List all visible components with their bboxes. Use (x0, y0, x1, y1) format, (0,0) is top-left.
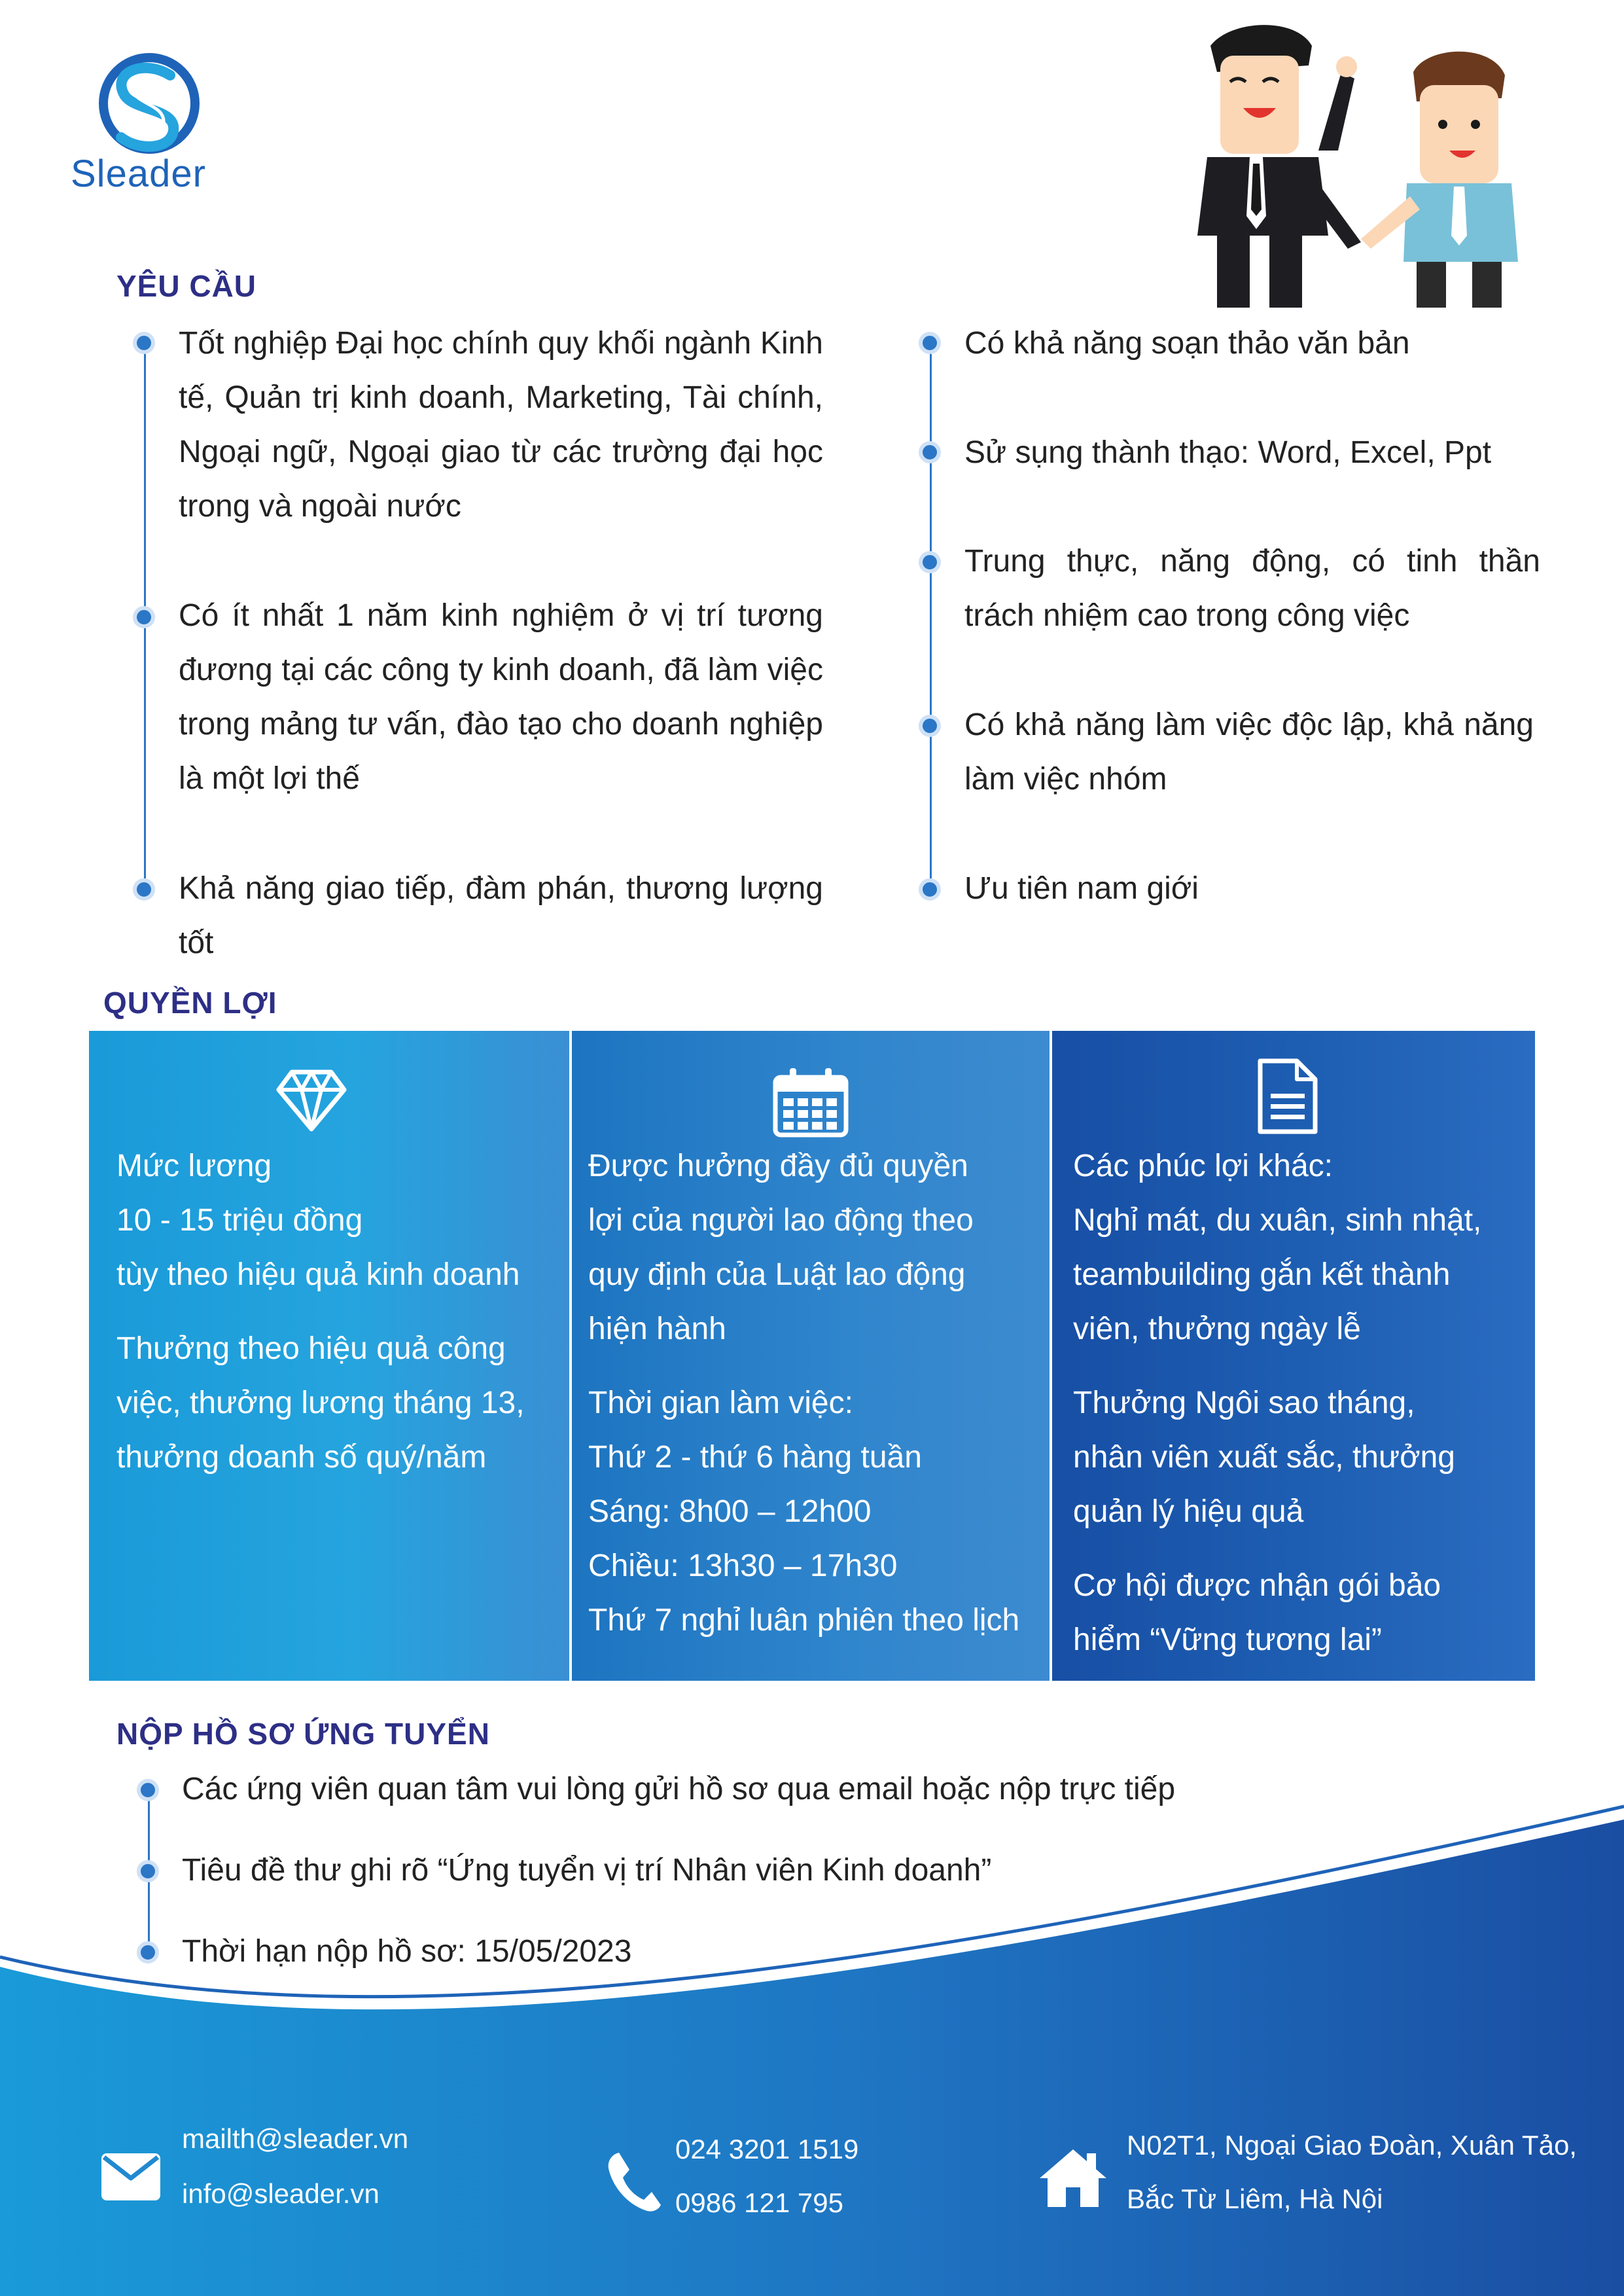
benefit-text: hiện hành (588, 1312, 726, 1346)
requirement-item: Có khả năng làm việc độc lập, khả năng làm việc nhóm (964, 708, 1534, 797)
benefit-text: tùy theo hiệu quả kinh doanh (116, 1257, 520, 1292)
benefit-text: Được hưởng đầy đủ quyền (588, 1149, 968, 1183)
benefit-text: Thưởng Ngôi sao tháng, (1073, 1386, 1415, 1420)
benefit-text: lợi của người lao động theo (588, 1203, 974, 1238)
benefit-text: Cơ hội được nhận gói bảo (1073, 1568, 1441, 1603)
envelope-icon (101, 2153, 160, 2200)
benefit-worktime-card (569, 1031, 1050, 1681)
phone-link[interactable]: 024 3201 1519 (675, 2134, 859, 2164)
benefit-text: Các phúc lợi khác: (1073, 1149, 1333, 1183)
requirement-item: Sử sụng thành thạo: Word, Excel, Ppt (964, 435, 1492, 470)
bullet-icon (919, 441, 941, 463)
bullet-icon (137, 1779, 159, 1801)
benefit-text: Thứ 2 - thứ 6 hàng tuần (588, 1440, 922, 1475)
home-icon (1037, 2147, 1109, 2210)
bullet-icon (919, 715, 941, 737)
requirement-item: Có khả năng soạn thảo văn bản (964, 326, 1410, 361)
phone-link[interactable]: 0986 121 795 (675, 2187, 843, 2218)
benefit-text: việc, thưởng lương tháng 13, (116, 1386, 525, 1420)
apply-item: Thời hạn nộp hồ sơ: 15/05/2023 (182, 1934, 632, 1969)
bullet-icon (919, 332, 941, 354)
document-icon (1255, 1057, 1320, 1136)
bullet-icon (137, 1941, 159, 1964)
requirement-item: Tốt nghiệp Đại học chính quy khối ngành Kinh tế, Quản trị kinh doanh, Marketing, Tài chính, Ngoại ngữ, Ngoại giao từ các trường đại học trong và ngoài nước (179, 326, 823, 524)
bullet-icon (133, 878, 155, 901)
bullet-icon (919, 878, 941, 901)
bullet-icon (137, 1860, 159, 1882)
apply-title: NỘP HỒ SƠ ỨNG TUYỂN (116, 1717, 490, 1751)
requirements-right-timeline (930, 343, 932, 889)
benefit-text: viên, thưởng ngày lễ (1073, 1312, 1361, 1346)
phone-icon (607, 2150, 662, 2213)
benefit-text: hiểm “Vững tương lai” (1073, 1623, 1382, 1657)
benefit-text: thưởng doanh số quý/năm (116, 1440, 487, 1475)
benefit-text: Sáng: 8h00 – 12h00 (588, 1494, 872, 1529)
benefit-text: quy định của Luật lao động (588, 1257, 966, 1292)
benefit-welfare-card (1050, 1031, 1535, 1681)
benefit-text: Mức lương (116, 1149, 272, 1183)
benefit-text: quản lý hiệu quả (1073, 1494, 1304, 1529)
apply-item: Tiêu đề thư ghi rõ “Ứng tuyển vị trí Nhân viên Kinh doanh” (182, 1853, 992, 1888)
benefit-salary-card (89, 1031, 569, 1681)
bullet-icon (133, 606, 155, 628)
apply-item: Các ứng viên quan tâm vui lòng gửi hồ sơ qua email hoặc nộp trực tiếp (182, 1772, 1176, 1806)
email-link[interactable]: mailth@sleader.vn (182, 2123, 409, 2154)
address-text: Bắc Từ Liêm, Hà Nội (1127, 2183, 1383, 2214)
benefit-text: Thứ 7 nghỉ luân phiên theo lịch (588, 1603, 1020, 1638)
calendar-icon (771, 1067, 850, 1139)
bullet-icon (133, 332, 155, 354)
benefit-text: nhân viên xuất sắc, thưởng (1073, 1440, 1455, 1475)
benefit-text: Thời gian làm việc: (588, 1386, 853, 1420)
benefits-panel (89, 1031, 1535, 1681)
bullet-icon (919, 551, 941, 573)
benefit-text: 10 - 15 triệu đồng (116, 1203, 363, 1238)
benefit-text: Chiều: 13h30 – 17h30 (588, 1549, 898, 1583)
address-text: N02T1, Ngoại Giao Đoàn, Xuân Tảo, (1127, 2130, 1577, 2161)
requirement-item: Khả năng giao tiếp, đàm phán, thương lượng tốt (179, 871, 823, 960)
benefit-text: teambuilding gắn kết thành (1073, 1257, 1451, 1292)
requirement-item: Ưu tiên nam giới (964, 871, 1199, 906)
requirement-item: Có ít nhất 1 năm kinh nghiệm ở vị trí tương đương tại các công ty kinh doanh, đã làm việc trong mảng tư vấn, đào tạo cho doanh nghiệp là một lợi thế (179, 598, 823, 796)
benefit-text: Thưởng theo hiệu quả công (116, 1331, 506, 1366)
logo-text: Sleader (71, 152, 206, 195)
requirement-item: Trung thực, năng động, có tinh thần trách nhiệm cao trong công việc (964, 544, 1540, 633)
email-link[interactable]: info@sleader.vn (182, 2178, 380, 2209)
requirements-title: YÊU CẦU (116, 269, 257, 303)
handshake-illustration-icon (1152, 20, 1544, 314)
diamond-icon (275, 1067, 347, 1132)
benefits-title: QUYỀN LỢI (103, 986, 277, 1020)
benefit-text: Nghỉ mát, du xuân, sinh nhật, (1073, 1203, 1482, 1238)
